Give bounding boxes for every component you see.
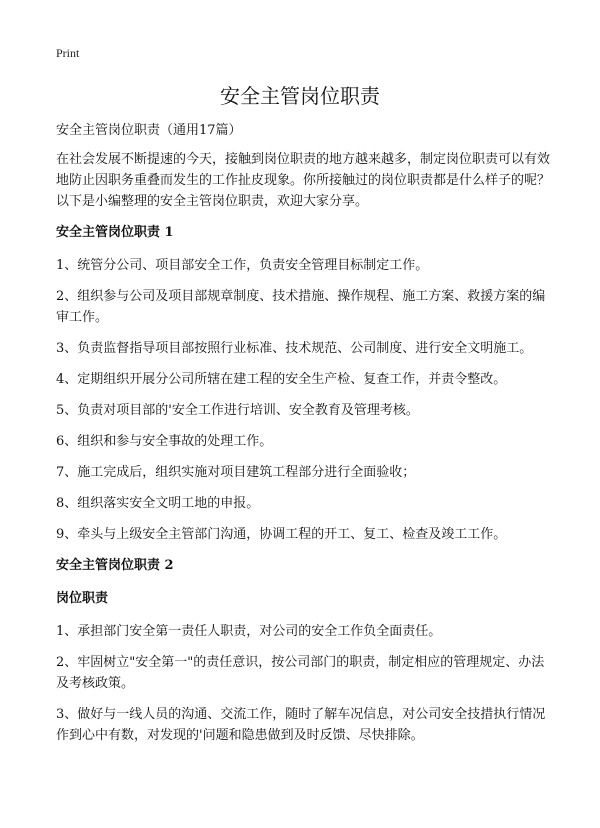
document-subtitle: 安全主管岗位职责（通用17篇） <box>56 123 242 138</box>
document-body <box>56 120 556 756</box>
section-2-heading: 安全主管岗位职责 2 <box>56 558 174 573</box>
list-item: 1、承担部门安全第一责任人职责，对公司的安全工作负全面责任。 <box>56 624 442 639</box>
list-item: 9、牵头与上级安全主管部门沟通，协调工程的开工、复工、检查及竣工工作。 <box>56 527 507 542</box>
list-item: 4、定期组织开展分公司所辖在建工程的安全生产检、复查工作，并责令整改。 <box>56 372 507 387</box>
section-1-heading: 安全主管岗位职责 1 <box>56 225 174 240</box>
intro-paragraph: 在社会发展不断提速的今天，接触到岗位职责的地方越来越多，制定岗位职责可以有效地防止因职务重叠而发生的工作扯皮现象。你所接触过的岗位职责都是什么样子的呢？以下是小编整理的安全主管岗位职责，欢迎大家分享。 <box>56 152 551 209</box>
list-item: 2、牢固树立"安全第一"的责任意识，按公司部门的职责，制定相应的管理规定、办法及考核政策。 <box>56 655 545 691</box>
list-item: 2、组织参与公司及项目部规章制度、技术措施、操作规程、施工方案、救援方案的编审工作。 <box>56 289 546 325</box>
list-item: 7、施工完成后，组织实施对项目建筑工程部分进行全面验收； <box>56 465 416 480</box>
page-title: 安全主管岗位职责 <box>220 84 380 108</box>
list-item: 3、负责监督指导项目部按照行业标准、技术规范、公司制度、进行安全文明施工。 <box>56 341 533 356</box>
section-2-subheading: 岗位职责 <box>56 591 109 606</box>
list-item: 8、组织落实安全文明工地的申报。 <box>56 496 260 511</box>
list-item: 3、做好与一线人员的沟通、交流工作，随时了解车况信息，对公司安全技措执行情况作到心中有数，对发现的'问题和隐患做到及时反馈、尽快排除。 <box>56 707 546 743</box>
list-item: 5、负责对项目部的'安全工作进行培训、安全教育及管理考核。 <box>56 403 419 418</box>
list-item: 1、统管分公司、项目部安全工作，负责安全管理目标制定工作。 <box>56 258 429 273</box>
list-item: 6、组织和参与安全事故的处理工作。 <box>56 434 273 449</box>
print-label: Print <box>56 46 80 60</box>
